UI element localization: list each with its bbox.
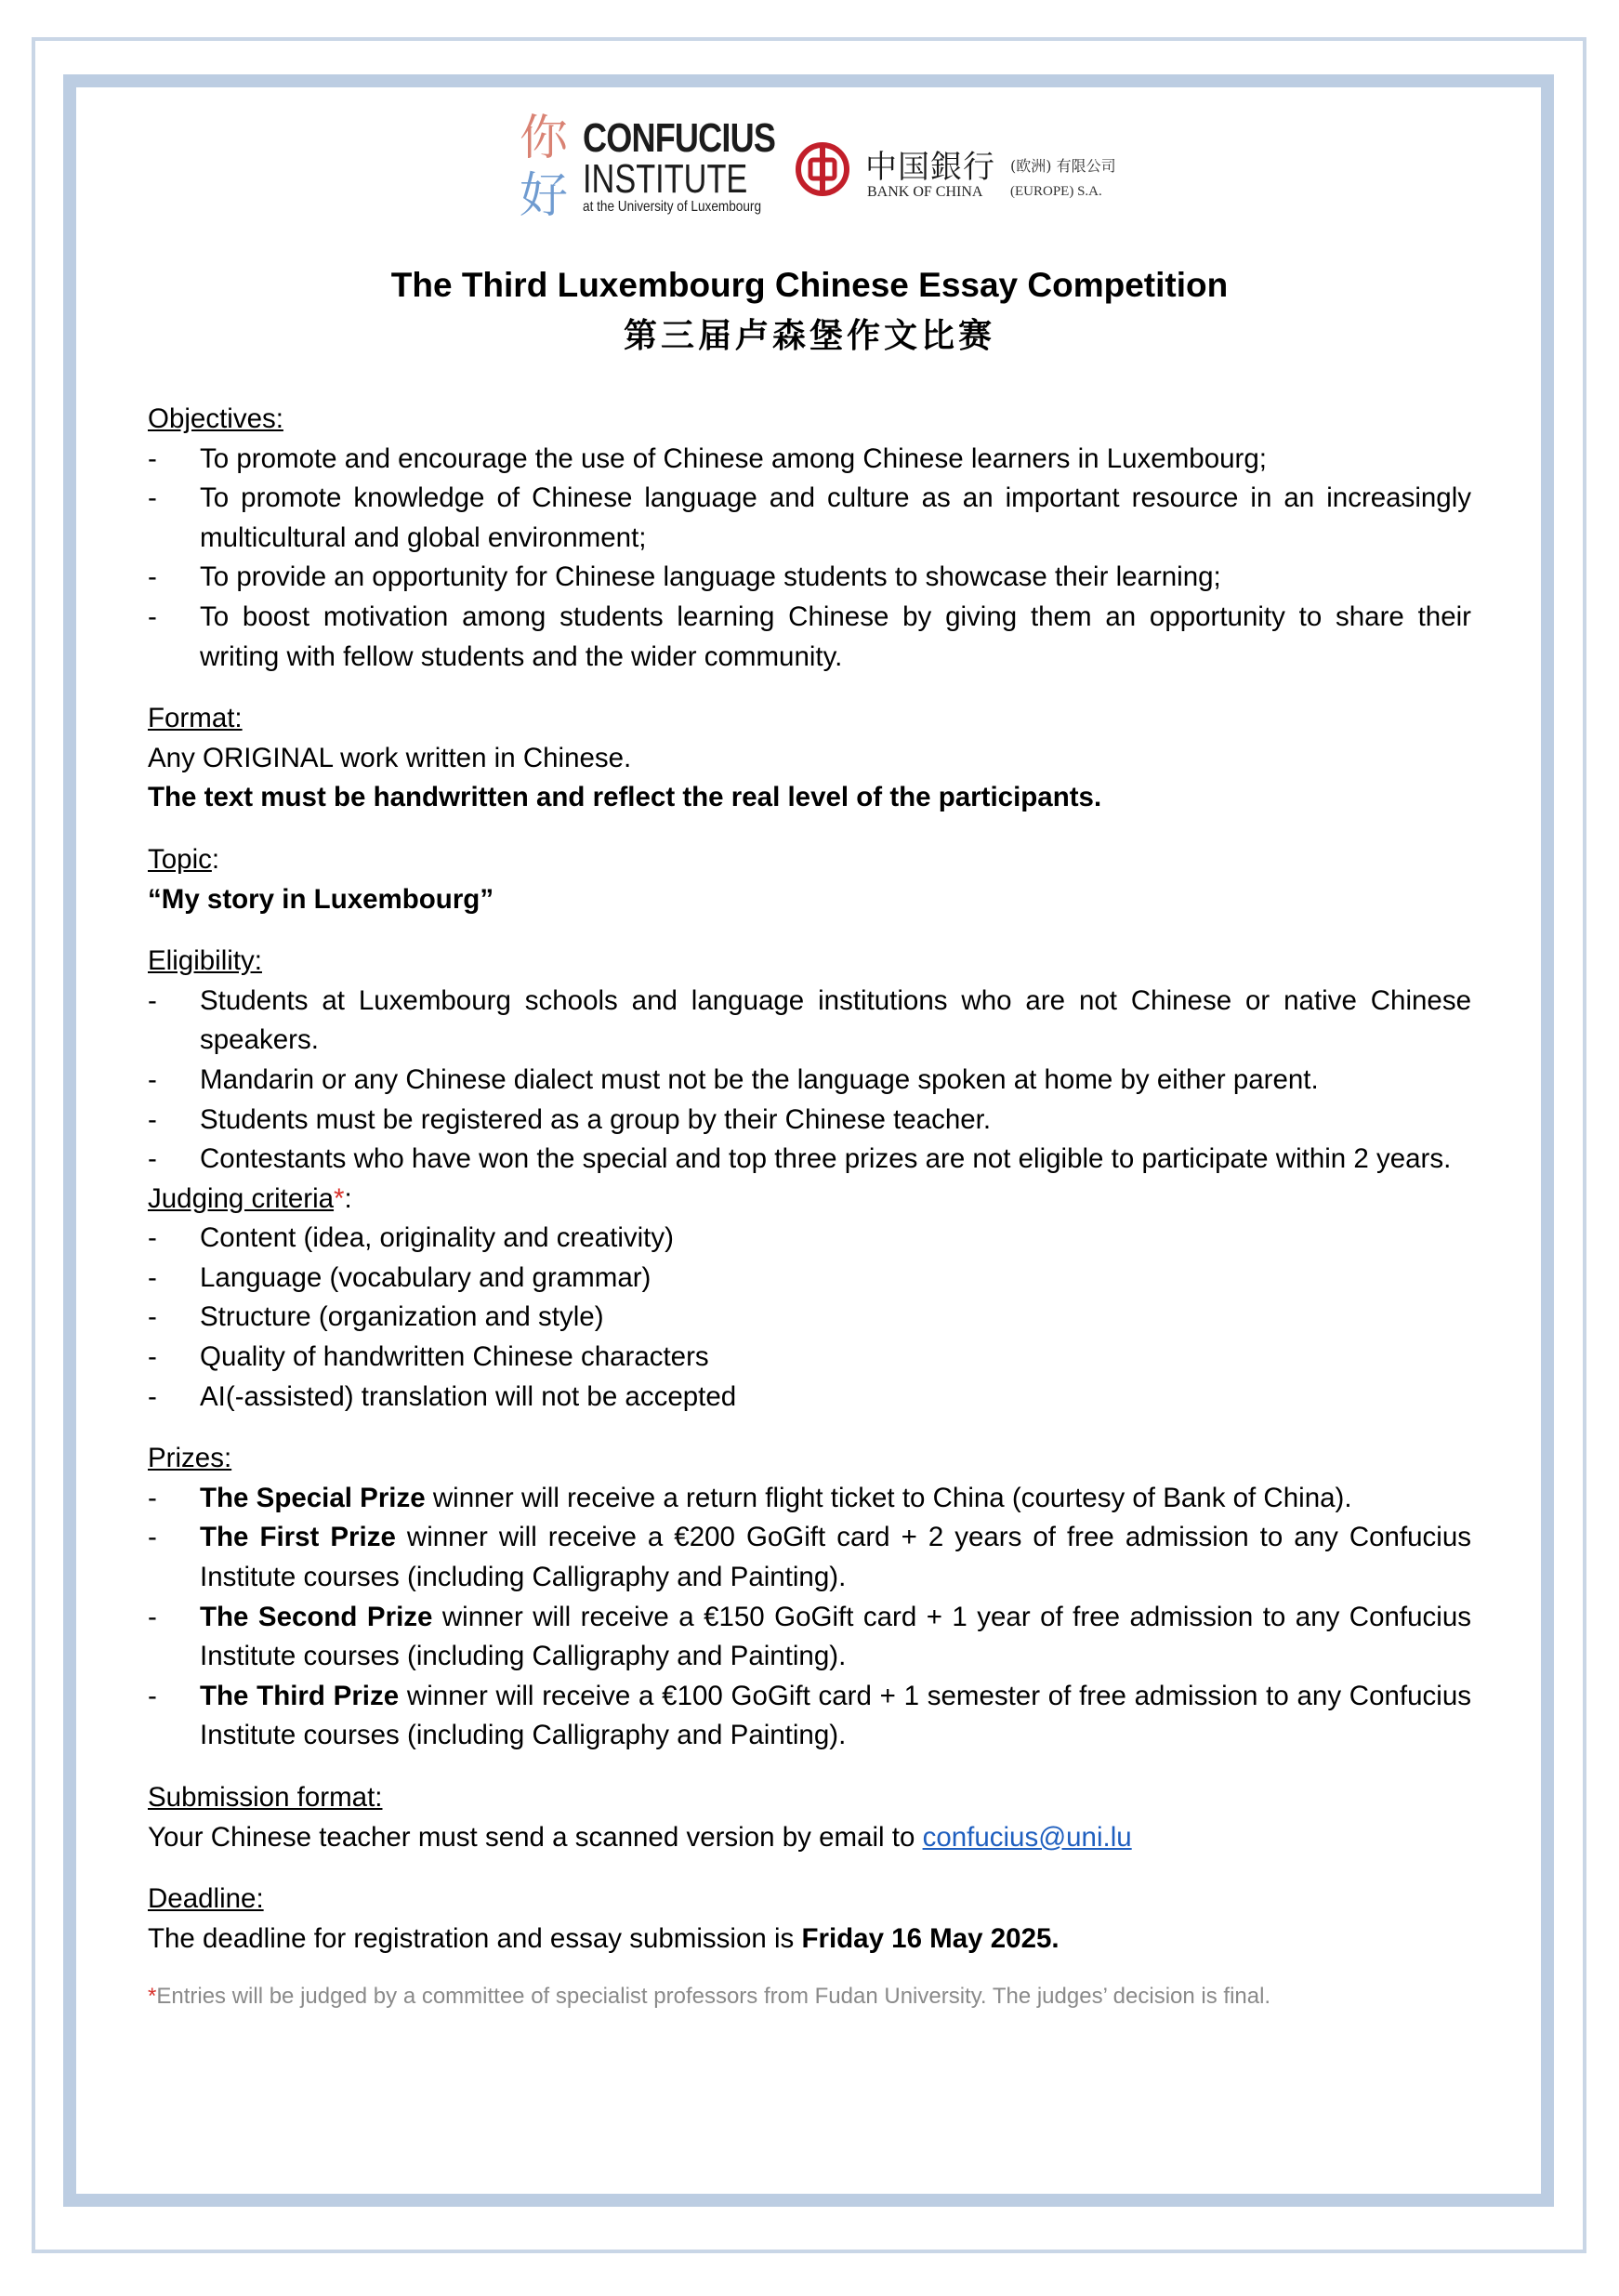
topic-heading-row — [148, 840, 1471, 880]
list-item: - Quality of handwritten Chinese characters — [148, 1338, 1471, 1378]
prize-name: The Special Prize — [200, 1482, 426, 1513]
list-item: - To provide an opportunity for Chinese language students to showcase their learning; — [148, 558, 1471, 598]
confucius-institute-logo — [520, 110, 776, 231]
prize-text: winner will receive a €200 GoGift card + 2 years of free admission to any Confucius Institute courses (including Calligraphy and Painting). — [200, 1522, 1472, 1593]
boc-english-name: BANK OF CHINA — [867, 184, 983, 200]
topic-section — [148, 840, 1471, 919]
page-title-chinese: 第三届卢森堡作文比赛 — [623, 316, 995, 355]
list-item: - Structure (organization and style) — [148, 1298, 1471, 1338]
topic-value: “My story in Luxembourg” — [148, 883, 494, 915]
university-subline: at the University of Luxembourg — [583, 199, 762, 215]
judging-section — [148, 1180, 1471, 1418]
email-link[interactable]: confucius@uni.lu — [922, 1821, 1132, 1853]
eligibility-heading: Eligibility: — [148, 945, 262, 977]
eligibility-list — [148, 982, 1471, 1180]
deadline-text: The deadline for registration and essay submission is — [148, 1922, 802, 1954]
submission-section — [148, 1778, 1471, 1857]
deadline-heading: Deadline: — [148, 1883, 264, 1915]
objectives-section — [148, 400, 1471, 677]
boc-chinese-suffix: (欧洲) 有限公司 — [1010, 157, 1116, 175]
list-item: - To promote and encourage the use of Chinese among Chinese learners in Luxembourg; — [148, 440, 1471, 480]
format-heading: Format: — [148, 703, 243, 734]
prize-text: winner will receive a €150 GoGift card + 1 year of free admission to any Confucius Institute courses (including Calligraphy and Painting). — [200, 1601, 1471, 1672]
list-item: - Students at Luxembourg schools and language institutions who are not Chinese or native Chinese speakers. — [148, 982, 1471, 1061]
prizes-section — [148, 1439, 1471, 1756]
judging-colon: : — [344, 1182, 352, 1214]
header-logos — [520, 110, 1170, 231]
document-body — [148, 400, 1471, 2012]
list-item: - Mandarin or any Chinese dialect must not be the language spoken at home by either parent. — [148, 1061, 1471, 1101]
list-item: - To promote knowledge of Chinese language and culture as an important resource in an increasingly multicultural and global environment; — [148, 479, 1471, 558]
deadline-date: Friday 16 May 2025. — [801, 1922, 1060, 1954]
prize-name: The Third Prize — [200, 1680, 400, 1711]
prizes-list — [148, 1479, 1471, 1756]
confucius-word: CONFUCIUS — [583, 115, 776, 161]
footnote-text: Entries will be judged by a committee of specialist professors from Fudan University. The judges’ decision is final. — [156, 1984, 1271, 2010]
submission-text: Your Chinese teacher must send a scanned version by email to — [148, 1821, 923, 1853]
submission-line — [148, 1818, 1471, 1858]
submission-heading: Submission format: — [148, 1782, 383, 1813]
prizes-heading: Prizes: — [148, 1443, 232, 1474]
format-line: Any ORIGINAL work written in Chinese. — [148, 742, 632, 773]
list-item — [148, 1518, 1471, 1597]
list-item — [148, 1677, 1471, 1756]
topic-colon: : — [211, 843, 220, 875]
boc-english-suffix: (EUROPE) S.A. — [1010, 184, 1102, 199]
prize-name: The Second Prize — [200, 1601, 433, 1632]
eligibility-section — [148, 942, 1471, 1180]
objectives-list — [148, 440, 1471, 678]
judging-list — [148, 1219, 1471, 1417]
confucius-wordmark — [583, 117, 818, 216]
bank-of-china-logo — [795, 141, 1148, 216]
judging-heading-row — [148, 1180, 1471, 1220]
deadline-section — [148, 1880, 1471, 1959]
institute-word: INSTITUTE — [583, 156, 748, 202]
list-item: - To boost motivation among students learning Chinese by giving them an opportunity to share their writing with fellow students and the wider community. — [148, 598, 1471, 677]
boc-chinese-name: 中国銀行 — [865, 149, 995, 186]
prize-text: winner will receive a €100 GoGift card + 1 semester of free admission to any Confucius Institute courses (including Calligraphy and Painting). — [200, 1680, 1471, 1751]
hao-character: 好 — [520, 168, 569, 224]
list-item: - Contestants who have won the special and top three prizes are not eligible to participate within 2 years. — [148, 1140, 1471, 1180]
prize-name: The First Prize — [200, 1522, 396, 1553]
nihao-characters — [520, 110, 575, 225]
ni-character: 你 — [520, 111, 569, 166]
page-title: The Third Luxembourg Chinese Essay Competition — [390, 266, 1229, 304]
list-item — [148, 1479, 1471, 1519]
deadline-line — [148, 1920, 1471, 1960]
footnote — [148, 1981, 1471, 2012]
judging-asterisk: * — [334, 1182, 345, 1214]
topic-heading: Topic — [148, 843, 212, 875]
judging-heading: Judging criteria — [148, 1182, 335, 1214]
list-item: - AI(-assisted) translation will not be accepted — [148, 1378, 1471, 1418]
objectives-heading: Objectives: — [148, 403, 283, 434]
format-section — [148, 699, 1471, 818]
format-requirement: The text must be handwritten and reflect the real level of the participants. — [148, 782, 1102, 813]
list-item — [148, 1598, 1471, 1677]
list-item: - Content (idea, originality and creativity) — [148, 1219, 1471, 1259]
bank-of-china-symbol-icon — [795, 141, 850, 197]
footnote-asterisk: * — [148, 1984, 157, 2010]
prize-text: winner will receive a return flight ticket to China (courtesy of Bank of China). — [425, 1482, 1352, 1513]
list-item: - Language (vocabulary and grammar) — [148, 1259, 1471, 1299]
list-item: - Students must be registered as a group by their Chinese teacher. — [148, 1101, 1471, 1141]
